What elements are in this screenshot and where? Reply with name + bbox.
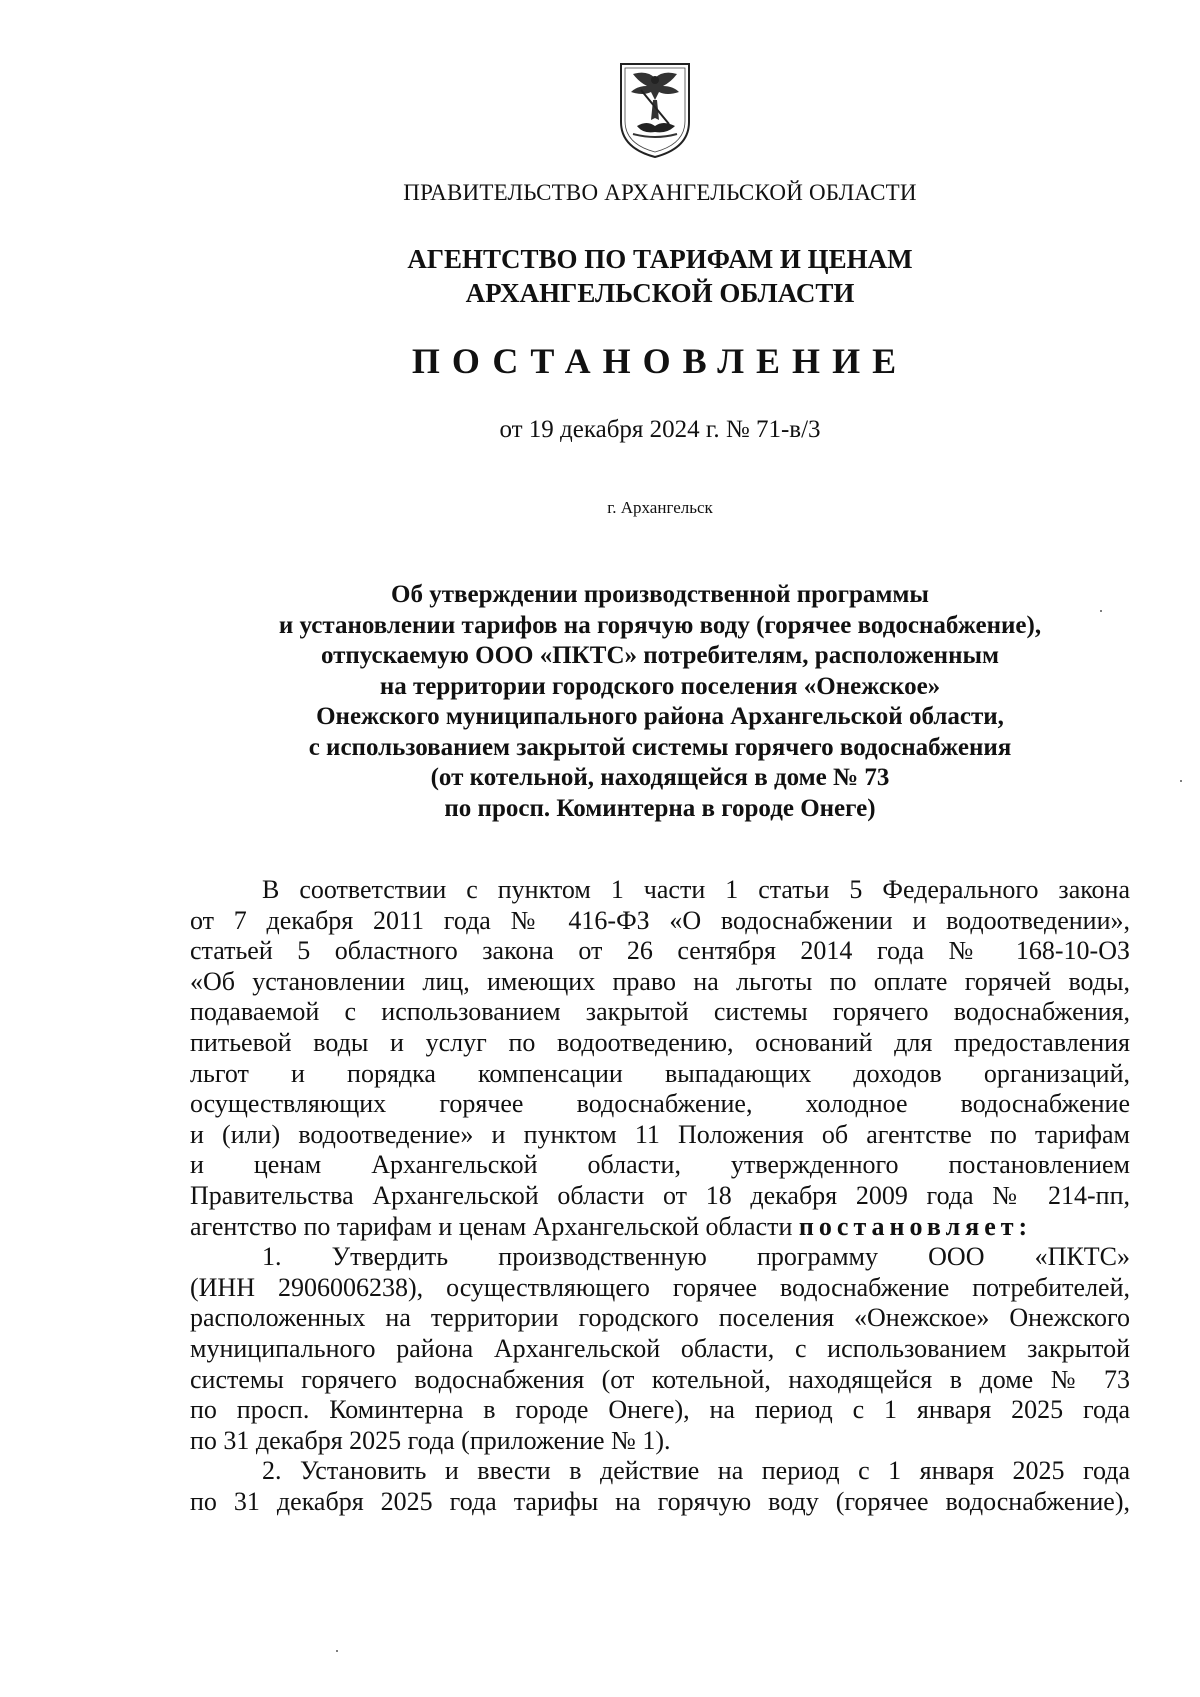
body-line: 2. Установить и ввести в действие на период с 1 января 2025 года [262, 1456, 1130, 1486]
date-and-number: от 19 декабря 2024 г. № 71-в/3 [499, 416, 821, 443]
body-line: льгот и порядка компенсации выпадающих доходов организаций, [190, 1058, 1130, 1088]
body-line: по просп. Коминтерна в городе Онеге), на период с 1 января 2025 года [190, 1395, 1130, 1425]
title-line: Об утверждении производственной программы [391, 581, 929, 608]
body-line: по 31 декабря 2025 года (приложение № 1). [190, 1425, 671, 1455]
scan-speck [1180, 780, 1182, 782]
body-line: и ценам Архангельской области, утвержденного постановлением [190, 1150, 1130, 1180]
body-line: от 7 декабря 2011 года № 416-ФЗ «О водоснабжении и водоотведении», [190, 905, 1130, 935]
title-line: с использованием закрытой системы горячего водоснабжения [308, 733, 1012, 761]
clause-1-paragraph [190, 1242, 1130, 1456]
body-text: агентство по тарифам и ценам Архангельской области [190, 1211, 799, 1241]
agency-line-2: АРХАНГЕЛЬСКОЙ ОБЛАСТИ [465, 278, 855, 308]
body-line: (ИНН 2906006238), осуществляющего горячее водоснабжение потребителей, [190, 1272, 1130, 1302]
title-line: по просп. Коминтерна в городе Онеге) [444, 794, 876, 822]
body-line [190, 1212, 1130, 1243]
body-line: Правительства Архангельской области от 18 декабря 2009 года № 214-пп, [190, 1180, 1130, 1210]
body-line: В соответствии с пунктом 1 части 1 статьи 5 Федерального закона [262, 875, 1130, 904]
body-line: муниципального района Архангельской области, с использованием закрытой [190, 1333, 1130, 1363]
government-heading: ПРАВИТЕЛЬСТВО АРХАНГЕЛЬСКОЙ ОБЛАСТИ [403, 180, 917, 205]
body-line: и (или) водоотведение» и пунктом 11 Положения об агентстве по тарифам [190, 1119, 1130, 1149]
body-line: «Об установлении лиц, имеющих право на льготы по оплате горячей воды, [190, 966, 1130, 996]
body-line: расположенных на территории городского поселения «Онежское» Онежского [190, 1303, 1130, 1333]
title-line: Онежского муниципального района Архангельской области, [316, 703, 1004, 730]
body-line: осуществляющих горячее водоснабжение, холодное водоснабжение [190, 1089, 1130, 1119]
body-line: системы горячего водоснабжения (от котельной, находящейся в доме № 73 [190, 1364, 1130, 1394]
city-name: г. Архангельск [607, 498, 713, 517]
body-line: по 31 декабря 2025 года тарифы на горячую воду (горячее водоснабжение), [190, 1486, 1130, 1516]
title-line: отпускаемую ООО «ПКТС» потребителям, расположенным [320, 642, 1000, 669]
document-type: ПОСТАНОВЛЕНИЕ [411, 341, 909, 381]
coat-of-arms-icon [617, 60, 693, 160]
body-line: подаваемой с использованием закрытой системы горячего водоснабжения, [190, 997, 1130, 1027]
agency-heading [0, 242, 1200, 310]
title-line: и установлении тарифов на горячую воду (горячее водоснабжение), [278, 611, 1042, 639]
body-line: статьей 5 областного закона от 26 сентября 2014 года № 168-10-ОЗ [190, 936, 1130, 966]
title-line: на территории городского поселения «Онежское» [379, 672, 941, 700]
body-line: 1. Утвердить производственную программу ООО «ПКТС» [262, 1242, 1130, 1272]
document-title [0, 580, 1200, 824]
resolves-word: постановляет: [798, 1211, 1033, 1241]
title-line: (от котельной, находящейся в доме № 73 [430, 764, 890, 791]
agency-line-1: АГЕНТСТВО ПО ТАРИФАМ И ЦЕНАМ [407, 244, 913, 274]
scan-speck [1100, 610, 1102, 612]
scan-speck [336, 1650, 338, 1652]
preamble-paragraph [190, 875, 1130, 1242]
body-line: питьевой воды и услуг по водоотведению, оснований для предоставления [190, 1027, 1130, 1057]
document-body [190, 875, 1130, 1517]
clause-2-paragraph [190, 1456, 1130, 1517]
